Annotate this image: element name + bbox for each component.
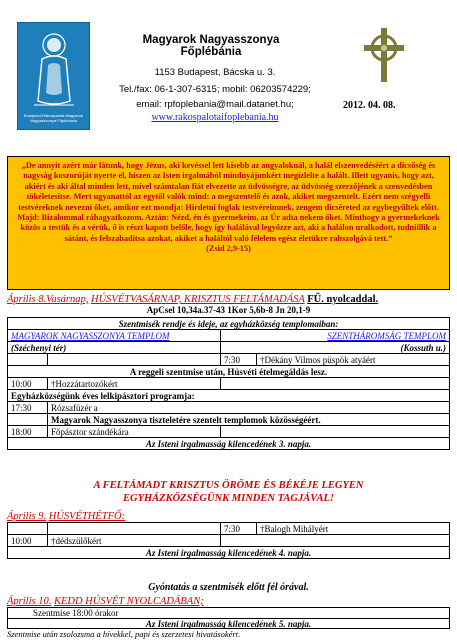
table-row bbox=[8, 426, 450, 438]
church2-cell bbox=[221, 330, 450, 342]
announcement-line: EGYHÁZKÖZSÉGÜNK MINDEN TAGJÁVAL! bbox=[122, 493, 334, 504]
table-row bbox=[8, 438, 450, 450]
novena-day: Az Isteni irgalmasság kilencedének 4. napja. bbox=[8, 547, 450, 559]
announcement-line: A FELTÁMADT KRISZTUS ÖRÖME ÉS BÉKÉJE LEGYEN bbox=[93, 480, 364, 491]
mass-intention: †Dékány Vilmos püspök atyáért bbox=[257, 354, 450, 366]
mass-intention: †dédszülőkért bbox=[48, 535, 221, 547]
mass-time: 7:30 bbox=[221, 523, 257, 535]
church1-place: (Széchenyi tér) bbox=[8, 342, 221, 354]
mass-intention: †Hozzátartozókért bbox=[48, 378, 221, 390]
rosary-text: Rózsafüzér a bbox=[48, 402, 450, 414]
table-row bbox=[8, 354, 450, 366]
empty-cell bbox=[8, 354, 48, 366]
parish-email[interactable]: email: rpfoplebania@mail.datanet.hu; bbox=[136, 99, 294, 110]
table-row bbox=[8, 318, 450, 330]
empty-cell bbox=[221, 535, 450, 547]
monday-date: Április 9. bbox=[7, 511, 47, 522]
schedule-header: Szentmisék rendje és ideje, az egyházközség templomaiban: bbox=[8, 318, 450, 330]
monday-title: HÚSVÉTHÉTFŐ: bbox=[48, 511, 126, 522]
bulletin-date: 2012. 04. 08. bbox=[343, 100, 396, 111]
scripture-reference: (Zsid 2,9-15) bbox=[206, 244, 251, 254]
monday-schedule-table bbox=[7, 522, 450, 559]
parish-address: 1153 Budapest, Bácska u. 3. bbox=[154, 67, 276, 78]
sunday-readings: ApCsel 10,34a.37-43 1Kor 5,6b-8 Jn 20,1-9 bbox=[146, 305, 311, 315]
sunday-schedule-table bbox=[7, 317, 450, 450]
vespers-note: Szentmise után zsolozsma a hívekkel, papi és szerzetesi hivatásokért. bbox=[7, 629, 241, 639]
mass-intention: Főpásztor szándékára bbox=[48, 426, 221, 438]
table-row bbox=[8, 414, 450, 426]
tuesday-mass: Szentmise 18:00 órakor bbox=[7, 607, 450, 618]
parish-phone: Tel./fax: 06-1-307-6315; mobil: 06203574229; bbox=[119, 84, 311, 95]
table-row bbox=[8, 547, 450, 559]
rosary-dedication: Magyarok Nagyasszonya tiszteletére szentelt templomok közösségéért. bbox=[48, 414, 450, 426]
tuesday-heading bbox=[7, 596, 204, 607]
table-row bbox=[8, 402, 450, 414]
table-row bbox=[8, 390, 450, 402]
mass-time: 10:00 bbox=[8, 535, 48, 547]
church2-place: (Kossuth u.) bbox=[221, 342, 450, 354]
parish-website-link[interactable]: www.rakospalotaifoplebania.hu bbox=[151, 112, 279, 123]
confession-note: Gyóntatás a szentmisék előtt fél órával. bbox=[148, 582, 309, 593]
table-row bbox=[8, 535, 450, 547]
table-row bbox=[8, 330, 450, 342]
table-row bbox=[8, 378, 450, 390]
program-header: Egyházközségünk éves lelkipásztori programja: bbox=[8, 390, 450, 402]
novena-day: Az Isteni irgalmasság kilencedének 5. napja. bbox=[7, 618, 450, 629]
tuesday-title: KEDD HÚSVÉT NYOLCADÁBAN; bbox=[53, 596, 204, 607]
tuesday-date: Április 10. bbox=[7, 596, 52, 607]
sunday-heading bbox=[7, 294, 378, 305]
sunday-date: Április 8.Vasárnap, bbox=[7, 294, 89, 305]
parish-title: Magyarok Nagyasszonya Főplébánia bbox=[142, 34, 280, 58]
madonna-icon bbox=[18, 23, 91, 113]
scripture-quote-box bbox=[7, 156, 450, 290]
parish-logo bbox=[17, 22, 90, 130]
mass-time: 17:30 bbox=[8, 402, 48, 414]
table-row bbox=[8, 523, 450, 535]
empty-cell bbox=[8, 414, 48, 426]
monday-heading bbox=[7, 511, 125, 522]
sunday-suffix: FŰ. nyolcaddal. bbox=[307, 294, 379, 305]
church2-name: SZENTHÁROMSÁG TEMPLOM bbox=[327, 330, 446, 341]
novena-day: Az Isteni irgalmasság kilencedének 3. napja. bbox=[8, 438, 450, 450]
empty-cell bbox=[48, 523, 221, 535]
church1-name: MAGYAROK NAGYASSZONYA TEMPLOM bbox=[11, 330, 170, 341]
mass-time: 10:00 bbox=[8, 378, 48, 390]
empty-cell bbox=[8, 523, 48, 535]
mass-time: 7:30 bbox=[221, 354, 257, 366]
empty-cell bbox=[48, 354, 221, 366]
mass-intention: †Balogh Mihályért bbox=[257, 523, 450, 535]
table-row bbox=[8, 366, 450, 378]
celtic-cross-icon bbox=[360, 26, 408, 84]
mass-time: 18:00 bbox=[8, 426, 48, 438]
scripture-quote-text: „De annyit azért már látunk, hogy Jézus, aki kevéssel lett kisebb az angyaloknál, a halál elszenvedéséért a dicsőség és nagyság koszorúját nyerte el, hiszen az Isten irgalmából mindnyájunkért megízlelte a halált. Illett ugyanis, hogy azt, akiért és aki által minden lett, mivel számtalan fiát elvezette az üdvösségre, az üdvösség szerzőjének a szenvedésben tökéletesítse. Mert ugyanattól az egytől valók mind: a megszentelő és azok, akiket megszentelt. Ezért nem szégyelli testvéreknek nevezni őket, amikor ezt mondja: Hirdetni foglak testvéreimnek, zengem dicséreted az egybegyűltek előtt. Majd: Bizalommal ráhagyatkozom. Aztán: Nézd, én és gyermekeim, az Úr adta nekem őket. Minthogy a gyermekeknek közös a testük és a vérük, ő is részt kapott belőle, hogy így halálával legyőzze azt, aki a halálon uralkodott, tudniillik a sátánt, és felszabadítsa azokat, akiket a haláltól való félelem egész életükre rabszolgává tett.” bbox=[17, 161, 440, 243]
easter-announcement bbox=[0, 479, 457, 505]
logo-caption: Budapest-Rákospalota Magyarok Nagyasszonya Főplébánia bbox=[23, 113, 84, 123]
table-row bbox=[8, 342, 450, 354]
empty-cell bbox=[221, 378, 450, 390]
sunday-title: HÚSVÉTVASÁRNAP, KRISZTUS FELTÁMADÁSA bbox=[91, 294, 305, 305]
breakfast-note: A reggeli szentmise után, Húsvéti ételmegáldás lesz. bbox=[8, 366, 450, 378]
church1-cell bbox=[8, 330, 221, 342]
empty-cell bbox=[221, 426, 450, 438]
